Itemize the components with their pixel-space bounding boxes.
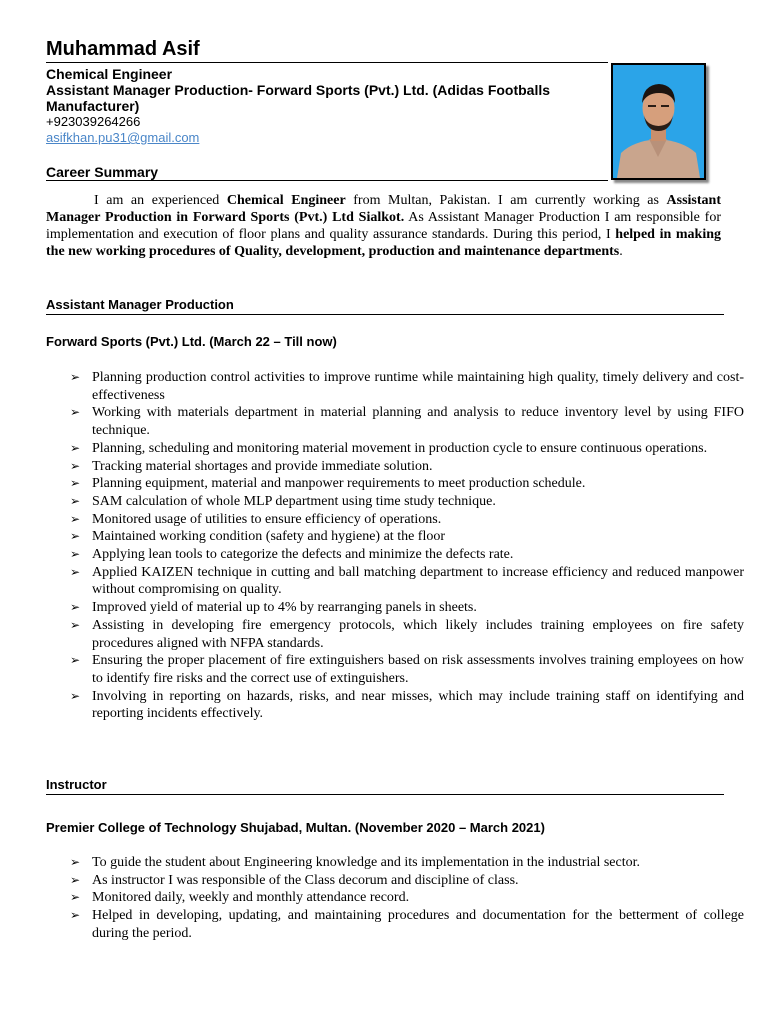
job-1-title: Assistant Manager Production bbox=[46, 297, 234, 312]
list-item: ➢ SAM calculation of whole MLP department using time study technique. bbox=[70, 493, 496, 509]
phone-number: +923039264266 bbox=[46, 114, 141, 129]
candidate-name: Muhammad Asif bbox=[46, 38, 200, 60]
list-item: ➢ Helped in developing, updating, and maintaining procedures and documentation for the betterment of college during the period. bbox=[70, 908, 744, 941]
arrow-bullet-icon: ➢ bbox=[70, 493, 81, 508]
list-item: ➢ As instructor I was responsible of the Class decorum and discipline of class. bbox=[70, 872, 519, 888]
email-link[interactable]: asifkhan.pu31@gmail.com bbox=[46, 130, 200, 145]
list-item: ➢ Ensuring the proper placement of fire extinguishers based on risk assessments involves training employees on how to identify fire risks and the correct use of extinguishers. bbox=[70, 653, 744, 686]
job-1-divider bbox=[46, 314, 724, 315]
job-2-duties bbox=[70, 854, 744, 943]
list-item: ➢ Applied KAIZEN technique in cutting and ball matching department to increase efficiency and reduced manpower without compromising on quality. bbox=[70, 564, 744, 598]
arrow-bullet-icon: ➢ bbox=[70, 653, 81, 668]
arrow-bullet-icon: ➢ bbox=[70, 511, 81, 526]
name-divider bbox=[46, 62, 608, 63]
job-2-company: Premier College of Technology Shujabad, Multan. (November 2020 – March 2021) bbox=[46, 820, 545, 835]
career-summary-divider bbox=[46, 180, 608, 181]
arrow-bullet-icon: ➢ bbox=[70, 872, 81, 887]
list-item: ➢ Monitored usage of utilities to ensure efficiency of operations. bbox=[70, 511, 442, 527]
arrow-bullet-icon: ➢ bbox=[70, 458, 81, 473]
arrow-bullet-icon: ➢ bbox=[70, 890, 81, 905]
arrow-bullet-icon: ➢ bbox=[70, 547, 81, 562]
contact-block bbox=[46, 66, 608, 146]
list-item: ➢ Involving in reporting on hazards, risks, and near misses, which may include training staff on identifying and reporting incidents effectively. bbox=[70, 688, 744, 722]
arrow-bullet-icon: ➢ bbox=[70, 617, 81, 632]
job-2-divider bbox=[46, 794, 724, 795]
current-position: Assistant Manager Production- Forward Sports (Pvt.) Ltd. (Adidas Footballs Manufacturer) bbox=[46, 82, 551, 114]
list-item: ➢ Monitored daily, weekly and monthly attendance record. bbox=[70, 890, 410, 906]
arrow-bullet-icon: ➢ bbox=[70, 529, 81, 544]
arrow-bullet-icon: ➢ bbox=[70, 688, 81, 703]
job-headline: Chemical Engineer bbox=[46, 66, 173, 82]
list-item: ➢ Improved yield of material up to 4% by rearranging panels in sheets. bbox=[70, 600, 477, 616]
arrow-bullet-icon: ➢ bbox=[70, 908, 81, 923]
list-item: ➢ Working with materials department in material planning and analysis to reduce inventory level by using FIFO technique. bbox=[70, 405, 744, 439]
arrow-bullet-icon: ➢ bbox=[70, 600, 81, 615]
arrow-bullet-icon: ➢ bbox=[70, 855, 81, 869]
profile-photo bbox=[611, 63, 706, 180]
list-item: ➢ Planning production control activities to improve runtime while maintaining high quality, timely delivery and cost-effectiveness bbox=[70, 370, 744, 403]
arrow-bullet-icon: ➢ bbox=[70, 476, 81, 491]
arrow-bullet-icon: ➢ bbox=[70, 405, 81, 420]
list-item: ➢ Tracking material shortages and provide immediate solution. bbox=[70, 458, 433, 474]
list-item: ➢ Applying lean tools to categorize the defects and minimize the defects rate. bbox=[70, 547, 514, 563]
arrow-bullet-icon: ➢ bbox=[70, 564, 81, 579]
job-2-title: Instructor bbox=[46, 777, 107, 792]
career-summary-text: I am an experienced Chemical Engineer from Multan, Pakistan. I am currently working as Assistant Manager Production in Forward Sports (Pvt.) Ltd Sialkot. As Assistant Manager Production I am responsible for implementation and execution of floor plans and quality assurance standards. During this period, I helped in making the new working procedures of Quality, development, production and maintenance departments. bbox=[46, 193, 721, 259]
list-item: ➢ To guide the student about Engineering knowledge and its implementation in the industrial sector. bbox=[70, 855, 641, 870]
career-summary-heading: Career Summary bbox=[46, 164, 159, 180]
arrow-bullet-icon: ➢ bbox=[70, 440, 81, 455]
list-item: ➢ Assisting in developing fire emergency protocols, which likely includes training employees on fire safety procedures aligned with NFPA standards. bbox=[70, 617, 744, 651]
job-1-duties bbox=[70, 369, 744, 723]
job-1-company: Forward Sports (Pvt.) Ltd. (March 22 – Till now) bbox=[46, 334, 337, 349]
arrow-bullet-icon: ➢ bbox=[70, 370, 81, 384]
list-item: ➢ Maintained working condition (safety and hygiene) at the floor bbox=[70, 529, 446, 545]
list-item: ➢ Planning, scheduling and monitoring material movement in production cycle to ensure continuous operations. bbox=[70, 440, 708, 456]
person-portrait-icon bbox=[613, 65, 704, 178]
list-item: ➢ Planning equipment, material and manpower requirements to meet production schedule. bbox=[70, 476, 586, 492]
